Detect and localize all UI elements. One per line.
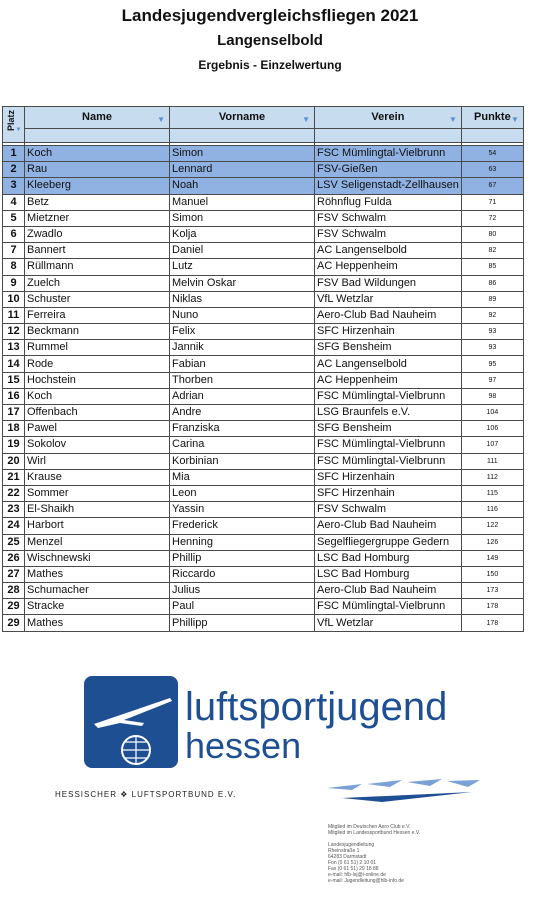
name-cell: Hochstein <box>25 372 170 388</box>
punkte-cell: 122 <box>461 518 523 534</box>
platz-cell: 14 <box>3 356 25 372</box>
vorname-cell: Yassin <box>170 502 315 518</box>
verein-cell: FSV Schwalm <box>315 226 462 242</box>
verband-name: HESSISCHER ❖ LUFTSPORTBUND E.V. <box>55 790 237 799</box>
table-row <box>3 615 524 631</box>
vorname-cell: Kolja <box>170 226 315 242</box>
verein-cell: FSV Schwalm <box>315 210 462 226</box>
logo-text-line1: luftsportjugend <box>185 685 448 729</box>
verein-cell: FSC Mümlingtal-Vielbrunn <box>315 453 462 469</box>
platz-cell: 22 <box>3 485 25 501</box>
punkte-cell: 150 <box>461 566 523 582</box>
bird-shapes <box>327 779 480 790</box>
punkte-cell: 178 <box>461 615 523 631</box>
name-cell: Ferreira <box>25 307 170 323</box>
vorname-cell: Simon <box>170 210 315 226</box>
verein-cell: VfL Wetzlar <box>315 291 462 307</box>
platz-cell: 10 <box>3 291 25 307</box>
name-cell: Rüllmann <box>25 259 170 275</box>
table-row <box>3 469 524 485</box>
address-line-2: Rheinstraße 1 <box>328 848 360 854</box>
verein-cell: LSC Bad Homburg <box>315 566 462 582</box>
vorname-cell: Frederick <box>170 518 315 534</box>
punkte-cell: 178 <box>461 599 523 615</box>
table-row <box>3 356 524 372</box>
platz-cell: 16 <box>3 388 25 404</box>
punkte-cell: 85 <box>461 259 523 275</box>
verein-cell: SFG Bensheim <box>315 421 462 437</box>
verein-cell: SFC Hirzenhain <box>315 324 462 340</box>
verein-cell: VfL Wetzlar <box>315 615 462 631</box>
name-cell: Menzel <box>25 534 170 550</box>
platz-cell: 17 <box>3 405 25 421</box>
table-row <box>3 194 524 210</box>
name-cell: Harbort <box>25 518 170 534</box>
verein-cell: AC Heppenheim <box>315 372 462 388</box>
table-row <box>3 291 524 307</box>
platz-cell: 19 <box>3 437 25 453</box>
document-subtitle: Ergebnis - Einzelwertung <box>198 58 342 72</box>
table-row <box>3 583 524 599</box>
table-row <box>3 210 524 226</box>
name-cell: Kleeberg <box>25 178 170 194</box>
name-cell: Schuster <box>25 291 170 307</box>
email-line-2: e-mail: Jugendleitung@hlb-info.de <box>328 878 404 884</box>
vorname-cell: Melvin Oskar <box>170 275 315 291</box>
vorname-cell: Noah <box>170 178 315 194</box>
table-row <box>3 453 524 469</box>
verein-cell: Aero-Club Bad Nauheim <box>315 307 462 323</box>
table-row <box>3 307 524 323</box>
filter-dropdown-icon[interactable]: ▼ <box>15 127 22 134</box>
name-cell: Schumacher <box>25 583 170 599</box>
table-row <box>3 340 524 356</box>
name-cell: Koch <box>25 388 170 404</box>
name-cell: Koch <box>25 146 170 162</box>
vorname-cell: Felix <box>170 324 315 340</box>
platz-cell: 29 <box>3 615 25 631</box>
verein-cell: SFG Bensheim <box>315 340 462 356</box>
platz-cell: 7 <box>3 243 25 259</box>
table-row <box>3 405 524 421</box>
name-cell: Wirl <box>25 453 170 469</box>
name-cell: Krause <box>25 469 170 485</box>
column-header-name[interactable] <box>25 107 170 129</box>
vorname-cell: Phillip <box>170 550 315 566</box>
verein-cell: FSC Mümlingtal-Vielbrunn <box>315 437 462 453</box>
fax-line: Fax (0 61 51) 29 18 88 <box>328 866 379 872</box>
name-cell: Offenbach <box>25 405 170 421</box>
table-row <box>3 437 524 453</box>
column-header-platz[interactable] <box>3 107 25 143</box>
name-cell: Sokolov <box>25 437 170 453</box>
vorname-cell: Simon <box>170 146 315 162</box>
punkte-header-label: Punkte <box>474 111 511 123</box>
name-cell: Pawel <box>25 421 170 437</box>
address-line-1: Landesjugendleitung <box>328 842 375 848</box>
vorname-cell: Lutz <box>170 259 315 275</box>
vorname-cell: Korbinian <box>170 453 315 469</box>
platz-cell: 2 <box>3 162 25 178</box>
vorname-cell: Lennard <box>170 162 315 178</box>
platz-cell: 8 <box>3 259 25 275</box>
punkte-cell: 126 <box>461 534 523 550</box>
verein-cell: FSV Schwalm <box>315 502 462 518</box>
filter-dropdown-icon[interactable]: ▼ <box>510 115 519 124</box>
platz-cell: 29 <box>3 599 25 615</box>
name-cell: Wischnewski <box>25 550 170 566</box>
platz-cell: 25 <box>3 534 25 550</box>
table-row <box>3 178 524 194</box>
vorname-cell: Adrian <box>170 388 315 404</box>
verein-cell: FSV-Gießen <box>315 162 462 178</box>
table-row <box>3 372 524 388</box>
birds-emblem <box>322 776 482 816</box>
table-row <box>3 421 524 437</box>
vorname-cell: Fabian <box>170 356 315 372</box>
column-header-vorname[interactable] <box>170 107 315 129</box>
punkte-cell: 72 <box>461 210 523 226</box>
platz-header-label: Platz <box>5 110 16 132</box>
table-row <box>3 259 524 275</box>
vorname-cell: Julius <box>170 583 315 599</box>
platz-cell: 15 <box>3 372 25 388</box>
table-row <box>3 485 524 501</box>
vorname-cell: Manuel <box>170 194 315 210</box>
vorname-cell: Niklas <box>170 291 315 307</box>
verein-cell: LSG Braunfels e.V. <box>315 405 462 421</box>
vorname-cell: Mia <box>170 469 315 485</box>
punkte-cell: 67 <box>461 178 523 194</box>
header-spacer-row <box>3 129 524 143</box>
name-cell: Sommer <box>25 485 170 501</box>
phone-line: Fon (0 61 51) 2 10 01 <box>328 860 377 866</box>
table-row <box>3 162 524 178</box>
platz-cell: 27 <box>3 566 25 582</box>
name-cell: Beckmann <box>25 324 170 340</box>
punkte-cell: 112 <box>461 469 523 485</box>
platz-cell: 11 <box>3 307 25 323</box>
name-header-label: Name <box>82 111 112 123</box>
platz-cell: 23 <box>3 502 25 518</box>
name-cell: Rau <box>25 162 170 178</box>
event-location: Langenselbold <box>217 32 323 49</box>
column-header-verein[interactable] <box>315 107 462 129</box>
name-cell: Betz <box>25 194 170 210</box>
filter-dropdown-icon[interactable]: ▼ <box>302 115 310 124</box>
vorname-cell: Leon <box>170 485 315 501</box>
platz-cell: 4 <box>3 194 25 210</box>
membership-line-2: Mitglied im Landessportbund Hessen e.V. <box>328 830 421 836</box>
punkte-cell: 82 <box>461 243 523 259</box>
verein-cell: Aero-Club Bad Nauheim <box>315 583 462 599</box>
table-row <box>3 226 524 242</box>
header-row <box>3 107 524 129</box>
vorname-cell: Paul <box>170 599 315 615</box>
punkte-cell: 93 <box>461 340 523 356</box>
filter-dropdown-icon[interactable]: ▼ <box>448 115 457 124</box>
punkte-cell: 80 <box>461 226 523 242</box>
punkte-cell: 89 <box>461 291 523 307</box>
punkte-cell: 98 <box>461 388 523 404</box>
platz-cell: 12 <box>3 324 25 340</box>
table-row <box>3 534 524 550</box>
platz-cell: 26 <box>3 550 25 566</box>
vorname-cell: Carina <box>170 437 315 453</box>
table-row <box>3 388 524 404</box>
vorname-cell: Henning <box>170 534 315 550</box>
platz-cell: 21 <box>3 469 25 485</box>
vorname-cell: Phillipp <box>170 615 315 631</box>
name-cell: Bannert <box>25 243 170 259</box>
filter-dropdown-icon[interactable]: ▼ <box>157 115 165 124</box>
table-row <box>3 599 524 615</box>
name-cell: Zuelch <box>25 275 170 291</box>
platz-cell: 5 <box>3 210 25 226</box>
platz-cell: 24 <box>3 518 25 534</box>
punkte-cell: 111 <box>461 453 523 469</box>
vorname-cell: Riccardo <box>170 566 315 582</box>
verein-cell: FSC Mümlingtal-Vielbrunn <box>315 599 462 615</box>
vorname-cell: Thorben <box>170 372 315 388</box>
verein-cell: AC Langenselbold <box>315 356 462 372</box>
verein-cell: SFC Hirzenhain <box>315 485 462 501</box>
email-line-1: e-mail: hlb-lsj@t-online.de <box>328 872 386 878</box>
punkte-cell: 86 <box>461 275 523 291</box>
punkte-cell: 107 <box>461 437 523 453</box>
vorname-cell: Jannik <box>170 340 315 356</box>
name-cell: Mietzner <box>25 210 170 226</box>
table-row <box>3 243 524 259</box>
table-row <box>3 275 524 291</box>
platz-cell: 20 <box>3 453 25 469</box>
results-table <box>2 106 524 632</box>
punkte-cell: 104 <box>461 405 523 421</box>
verein-cell: LSV Seligenstadt-Zellhausen <box>315 178 462 194</box>
results-body <box>3 143 524 632</box>
name-cell: Rode <box>25 356 170 372</box>
verein-cell: SFC Hirzenhain <box>315 469 462 485</box>
luftsportjugend-logo <box>84 676 462 768</box>
table-row <box>3 502 524 518</box>
name-cell: El-Shaikh <box>25 502 170 518</box>
document-title: Landesjugendvergleichsfliegen 2021 <box>121 6 419 25</box>
table-row <box>3 518 524 534</box>
verein-cell: Röhnflug Fulda <box>315 194 462 210</box>
punkte-cell: 63 <box>461 162 523 178</box>
punkte-cell: 116 <box>461 502 523 518</box>
vorname-cell: Andre <box>170 405 315 421</box>
column-header-punkte[interactable] <box>461 107 523 129</box>
name-cell: Zwadlo <box>25 226 170 242</box>
punkte-cell: 149 <box>461 550 523 566</box>
verein-cell: Aero-Club Bad Nauheim <box>315 518 462 534</box>
verein-cell: FSC Mümlingtal-Vielbrunn <box>315 146 462 162</box>
vorname-cell: Daniel <box>170 243 315 259</box>
platz-cell: 3 <box>3 178 25 194</box>
punkte-cell: 173 <box>461 583 523 599</box>
punkte-cell: 97 <box>461 372 523 388</box>
name-cell: Stracke <box>25 599 170 615</box>
punkte-cell: 95 <box>461 356 523 372</box>
platz-cell: 28 <box>3 583 25 599</box>
verein-header-label: Verein <box>371 111 405 123</box>
punkte-cell: 106 <box>461 421 523 437</box>
punkte-cell: 54 <box>461 146 523 162</box>
glider-silhouette <box>342 792 472 802</box>
verein-cell: FSV Bad Wildungen <box>315 275 462 291</box>
platz-cell: 6 <box>3 226 25 242</box>
table-row <box>3 566 524 582</box>
name-cell: Mathes <box>25 615 170 631</box>
address-line-3: 64283 Darmstadt <box>328 854 367 860</box>
verein-cell: AC Langenselbold <box>315 243 462 259</box>
verein-cell: LSC Bad Homburg <box>315 550 462 566</box>
punkte-cell: 71 <box>461 194 523 210</box>
verein-cell: FSC Mümlingtal-Vielbrunn <box>315 388 462 404</box>
vorname-cell: Franziska <box>170 421 315 437</box>
platz-cell: 13 <box>3 340 25 356</box>
punkte-cell: 92 <box>461 307 523 323</box>
verein-cell: Segelfliegergruppe Gedern <box>315 534 462 550</box>
logo-text-line2: hessen <box>185 725 302 766</box>
name-cell: Rummel <box>25 340 170 356</box>
name-cell: Mathes <box>25 566 170 582</box>
punkte-cell: 115 <box>461 485 523 501</box>
table-row <box>3 146 524 162</box>
platz-cell: 18 <box>3 421 25 437</box>
table-row <box>3 550 524 566</box>
table-row <box>3 324 524 340</box>
vorname-header-label: Vorname <box>218 111 266 123</box>
vorname-cell: Nuno <box>170 307 315 323</box>
membership-line-1: Mitglied im Deutschen Aero Club e.V. <box>328 824 411 830</box>
punkte-cell: 93 <box>461 324 523 340</box>
platz-cell: 9 <box>3 275 25 291</box>
platz-cell: 1 <box>3 146 25 162</box>
verein-cell: AC Heppenheim <box>315 259 462 275</box>
